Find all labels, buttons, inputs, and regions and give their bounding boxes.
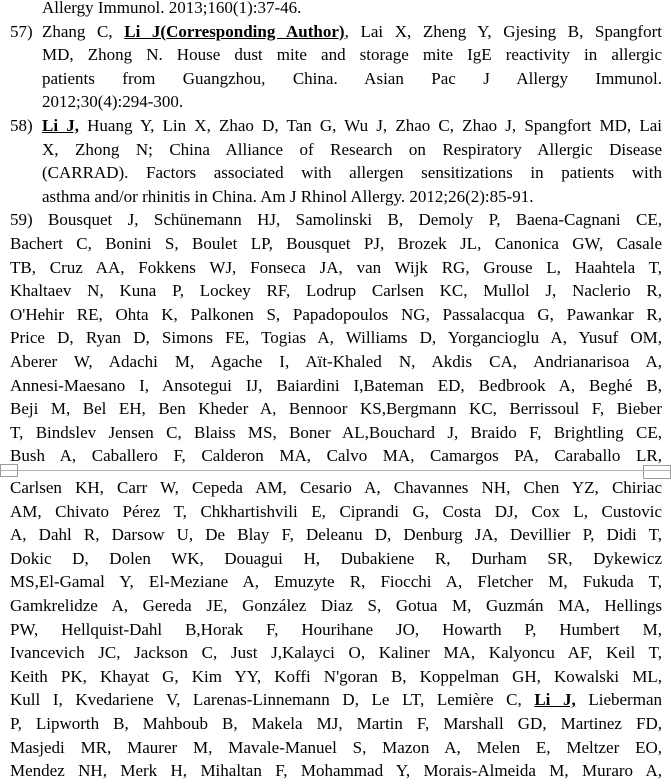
reference-text-line (0, 688, 671, 712)
reference-text-line (0, 20, 671, 44)
reference-text-line (0, 326, 671, 350)
reference-text: Mendez NH, Merk H, Mihaltan F, Mohammad Y, Morais-Almeida M, Muraro A, (10, 761, 662, 781)
reference-text: AM, Chivato Pérez T, Chkhartishvili E, Ciprandi G, Costa DJ, Cox L, Custovic (10, 501, 662, 521)
highlighted-author-name: Li J(Corresponding Author) (124, 21, 345, 41)
reference-text-line (0, 397, 671, 421)
reference-text-line (0, 256, 671, 280)
reference-text-line (0, 500, 671, 524)
reference-text-line (0, 67, 671, 91)
highlighted-author-name: Li J, (42, 115, 79, 135)
page-boundary-rule (0, 470, 671, 471)
reference-text: P, Lipworth B, Mahboub B, Makela MJ, Martin F, Marshall GD, Martinez FD, (10, 713, 662, 733)
reference-text: Khaltaev N, Kuna P, Lockey RF, Lodrup Carlsen KC, Mullol J, Naclerio R, (10, 281, 662, 301)
reference-text: Price D, Ryan D, Simons FE, Togias A, Williams D, Yorgancioglu A, Yusuf OM, (10, 328, 662, 348)
reference-text-line (0, 0, 671, 20)
reference-text-line (0, 421, 671, 445)
reference-text: Lieberman (575, 690, 662, 710)
reference-text: TB, Cruz AA, Fokkens WJ, Fonseca JA, van Wijk RG, Grouse L, Haahtela T, (10, 257, 662, 277)
reference-text-line (0, 350, 671, 374)
reference-text-line (0, 208, 671, 232)
reference-text: Annesi-Maesano I, Ansotegui IJ, Baiardini I,Bateman ED, Bedbrook A, Beghé B, (10, 375, 662, 395)
reference-text-line (0, 444, 671, 468)
reference-text: Ivancevich JC, Jackson C, Just J,Kalayci O, Kaliner MA, Kalyoncu AF, Keil T, (10, 643, 662, 663)
reference-text-line (0, 90, 671, 114)
reference-text-line (0, 279, 671, 303)
reference-text: Bush A, Caballero F, Calderon MA, Calvo MA, Camargos PA, Caraballo LR, (10, 446, 662, 466)
reference-text: A, Dahl R, Darsow U, De Blay F, Deleanu D, Denburg JA, Devillier P, Didi T, (10, 525, 662, 545)
reference-text-line (0, 476, 671, 500)
reference-text: 59) Bousquet J, Schünemann HJ, Samolinski B, Demoly P, Baena-Cagnani CE, (10, 210, 662, 230)
reference-text: Dokic D, Dolen WK, Douagui H, Dubakiene R, Durham SR, Dykewicz (10, 548, 662, 568)
reference-number: 57) (10, 21, 33, 41)
reference-text: Masjedi MR, Maurer M, Mavale-Manuel S, Mazon A, Melen E, Meltzer EO, (10, 737, 662, 757)
reference-text: Beji M, Bel EH, Ben Kheder A, Bennoor KS,Bergmann KC, Berrissoul F, Bieber (10, 399, 662, 419)
reference-text: Aberer W, Adachi M, Agache I, Aït-Khaled N, Akdis CA, Andrianarisoa A, (10, 351, 662, 371)
reference-text-line (0, 43, 671, 67)
reference-text: Allergy Immunol. 2013;160(1):37-46. (42, 0, 302, 17)
reference-text-line (0, 114, 671, 138)
reference-text-line (0, 138, 671, 162)
highlighted-author-name: Li J, (534, 690, 576, 710)
reference-text: T, Bindslev Jensen C, Blaiss MS, Boner AL,Bouchard J, Braido F, Brightling CE, (10, 422, 662, 442)
reference-text-line (0, 712, 671, 736)
reference-text-line (0, 665, 671, 689)
reference-text: , Lai X, Zheng Y, Gjesing B, Spangfort (344, 21, 662, 41)
reference-text: PW, Hellquist-Dahl B,Horak F, Hourihane JO, Howarth P, Humbert M, (10, 619, 662, 639)
reference-text: asthma and/or rhinitis in China. Am J Rhinol Allergy. 2012;26(2):85-91. (42, 186, 534, 206)
reference-text: 2012;30(4):294-300. (42, 92, 184, 112)
reference-text-line (0, 523, 671, 547)
reference-text: Huang Y, Lin X, Zhao D, Tan G, Wu J, Zhao C, Zhao J, Spangfort MD, Lai (78, 115, 662, 135)
reference-number: 58) (10, 115, 33, 135)
reference-text: MD, Zhong N. House dust mite and storage mite IgE reactivity in allergic (42, 45, 662, 65)
reference-text-line (0, 232, 671, 256)
reference-text-line (0, 547, 671, 571)
reference-text: MS,El-Gamal Y, El-Meziane A, Emuzyte R, Fiocchi A, Fletcher M, Fukuda T, (10, 572, 662, 592)
reference-text: Carlsen KH, Carr W, Cepeda AM, Cesario A, Chavannes NH, Chen YZ, Chiriac (10, 478, 662, 497)
reference-text-line (0, 594, 671, 618)
reference-text-line (0, 618, 671, 642)
reference-text: Gamkrelidze A, Gereda JE, González Diaz S, Gotua M, Guzmán MA, Hellings (10, 595, 662, 615)
reference-text-line (0, 641, 671, 665)
reference-text-line (0, 303, 671, 327)
reference-text-line (0, 185, 671, 209)
reference-text: (CARRAD). Factors associated with allergen sensitizations in patients with (42, 163, 662, 183)
reference-text: Bachert C, Bonini S, Boulet LP, Bousquet PJ, Brozek JL, Canonica GW, Casale (10, 233, 662, 253)
reference-text: X, Zhong N; China Alliance of Research on Respiratory Allergic Disease (42, 139, 662, 159)
reference-text: Keith PK, Khayat G, Kim YY, Koffi N'goran B, Koppelman GH, Kowalski ML, (10, 666, 662, 686)
reference-text: Kull I, Kvedariene V, Larenas-Linnemann D, Le LT, Lemière C, (10, 690, 535, 710)
reference-text-line (0, 161, 671, 185)
reference-text: O'Hehir RE, Ohta K, Palkonen S, Papadopoulos NG, Passalacqua G, Pawankar R, (10, 304, 662, 324)
reference-text-line (0, 374, 671, 398)
reference-text-line (0, 759, 671, 783)
reference-text: Zhang C, (42, 21, 125, 41)
page-2-text-block (0, 476, 671, 783)
reference-text-line (0, 736, 671, 760)
reference-text: patients from Guangzhou, China. Asian Pac J Allergy Immunol. (42, 68, 662, 88)
reference-text-line (0, 570, 671, 594)
